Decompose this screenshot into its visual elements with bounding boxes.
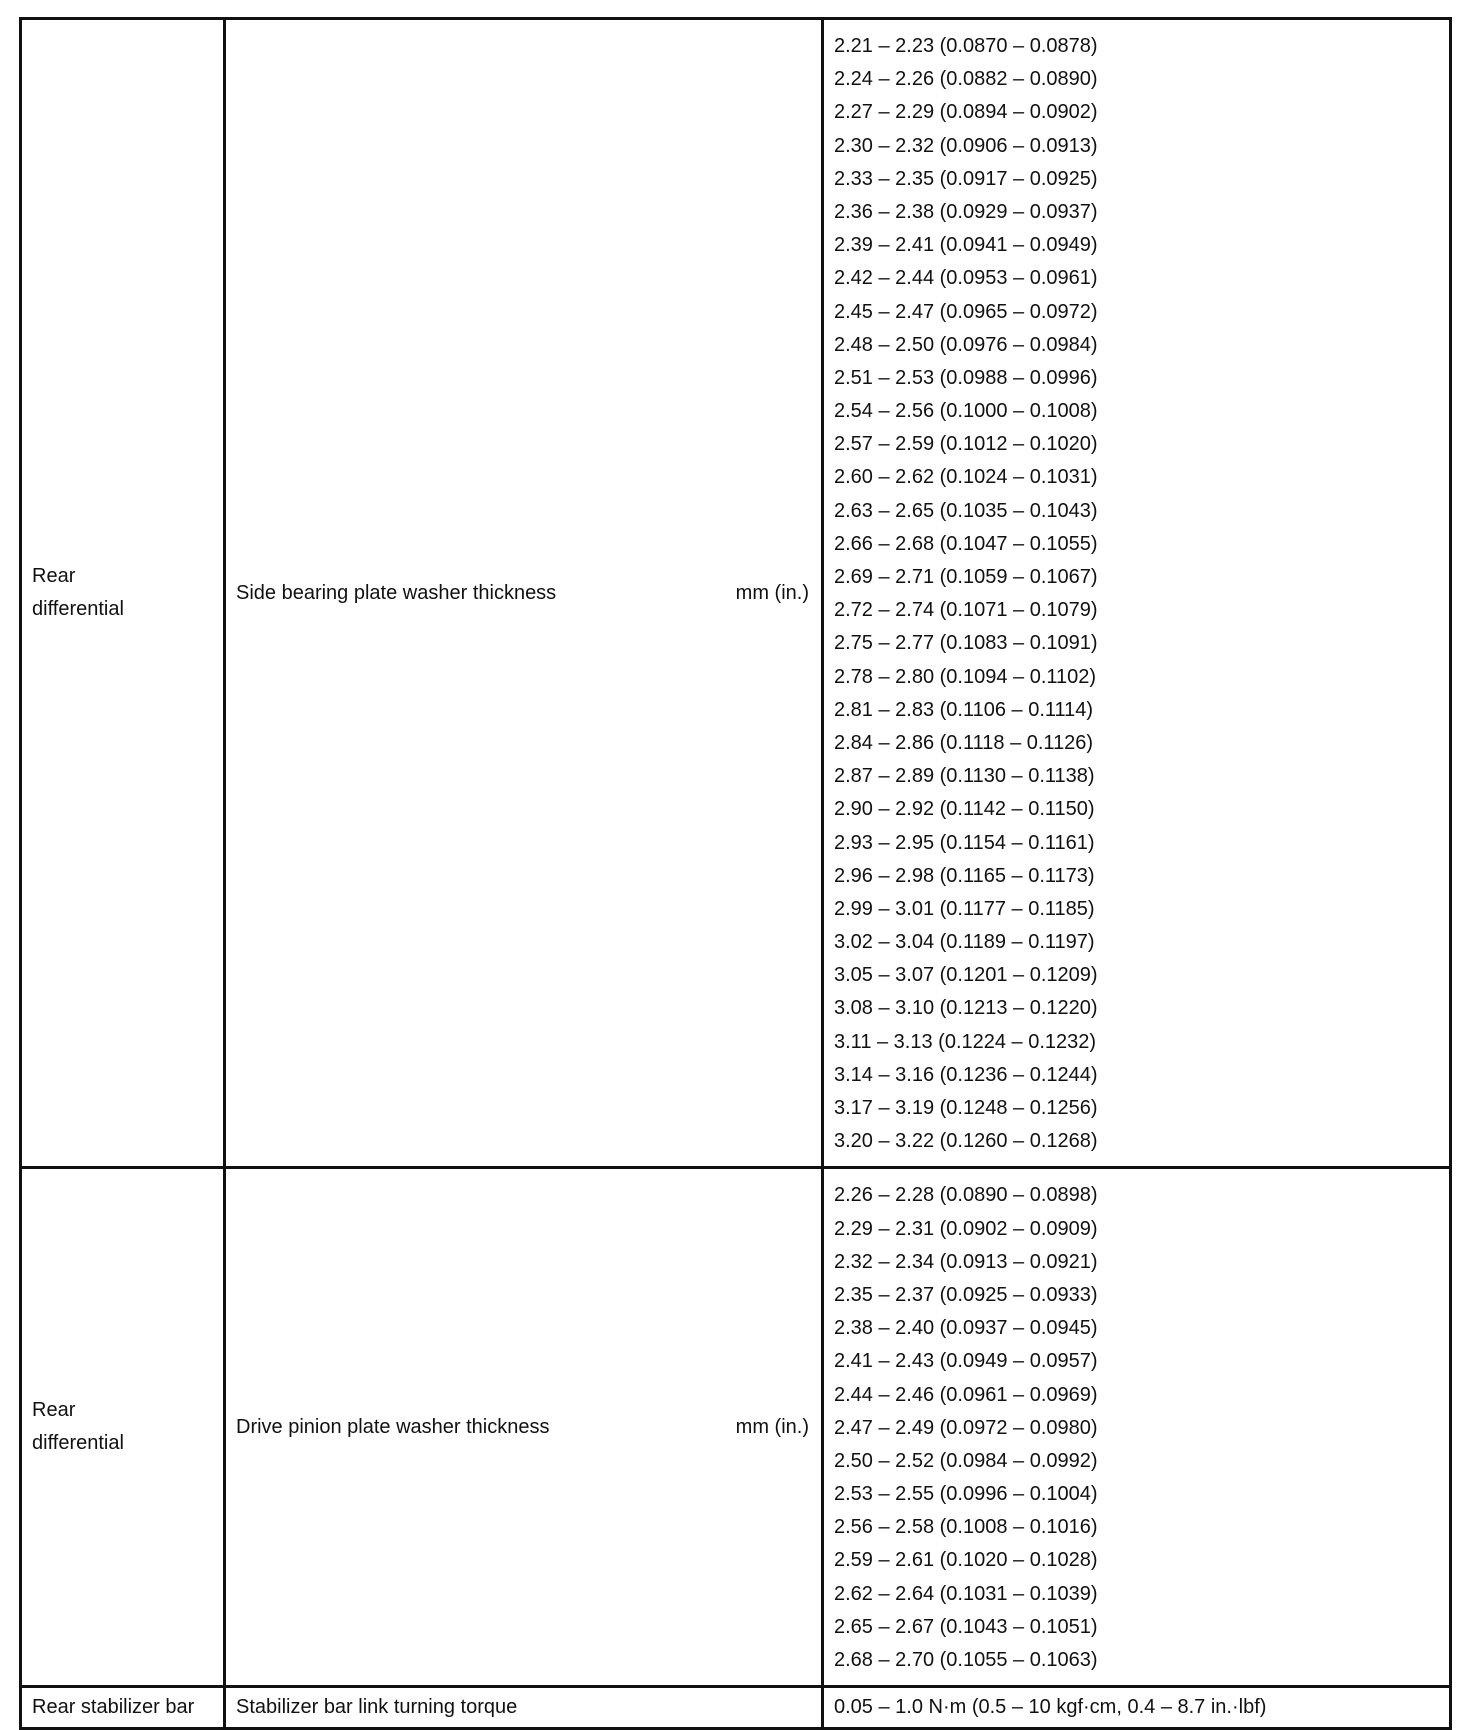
value-line: 2.59 – 2.61 (0.1020 – 0.1028): [834, 1549, 1098, 1572]
value-line: 2.78 – 2.80 (0.1094 – 0.1102): [834, 665, 1097, 688]
value-line: 2.27 – 2.29 (0.0894 – 0.0902): [834, 101, 1098, 124]
value-line: 2.33 – 2.35 (0.0917 – 0.0925): [834, 167, 1098, 190]
value-line: 2.51 – 2.53 (0.0988 – 0.0996): [834, 366, 1098, 389]
value-line: 2.41 – 2.43 (0.0949 – 0.0957): [834, 1350, 1098, 1373]
value-line: 2.35 – 2.37 (0.0925 – 0.0933): [834, 1283, 1098, 1306]
value-cell: [823, 1168, 1451, 1687]
value-line: 2.47 – 2.49 (0.0972 – 0.0980): [834, 1416, 1098, 1439]
component-label: Rear stabilizer bar: [32, 1696, 195, 1719]
item-label: Side bearing plate washer thickness: [236, 581, 557, 604]
value-line: 2.56 – 2.58 (0.1008 – 0.1016): [834, 1516, 1098, 1539]
value-line: 2.29 – 2.31 (0.0902 – 0.0909): [834, 1217, 1098, 1240]
value-line: 2.50 – 2.52 (0.0984 – 0.0992): [834, 1449, 1098, 1472]
component-cell: [21, 1687, 225, 1729]
value-line: 2.84 – 2.86 (0.1118 – 0.1126): [834, 731, 1094, 754]
component-line-2: differential: [32, 1432, 124, 1455]
item-label: Drive pinion plate washer thickness: [236, 1415, 550, 1438]
value-line: 2.48 – 2.50 (0.0976 – 0.0984): [834, 333, 1098, 356]
item-cell: [225, 1687, 823, 1729]
value-line: 2.72 – 2.74 (0.1071 – 0.1079): [834, 599, 1098, 622]
item-label: Stabilizer bar link turning torque: [236, 1696, 518, 1719]
value-line: 2.75 – 2.77 (0.1083 – 0.1091): [834, 632, 1098, 655]
component-label: [32, 1394, 223, 1460]
component-cell: [21, 1168, 225, 1687]
spec-table: [19, 17, 1452, 1730]
value-cell: [823, 1687, 1451, 1729]
value-line: 2.57 – 2.59 (0.1012 – 0.1020): [834, 433, 1098, 456]
value-line: 3.14 – 3.16 (0.1236 – 0.1244): [834, 1063, 1098, 1086]
component-label: [32, 560, 223, 626]
value-line: 2.53 – 2.55 (0.0996 – 0.1004): [834, 1483, 1098, 1506]
value-line: 2.30 – 2.32 (0.0906 – 0.0913): [834, 134, 1098, 157]
value-line: 2.45 – 2.47 (0.0965 – 0.0972): [834, 300, 1098, 323]
value-line: 3.05 – 3.07 (0.1201 – 0.1209): [834, 964, 1098, 987]
value-line: 2.38 – 2.40 (0.0937 – 0.0945): [834, 1317, 1098, 1340]
value-line: 2.42 – 2.44 (0.0953 – 0.0961): [834, 267, 1098, 290]
value-line: 2.21 – 2.23 (0.0870 – 0.0878): [834, 35, 1098, 57]
value-line: 2.39 – 2.41 (0.0941 – 0.0949): [834, 234, 1098, 257]
item-cell: [225, 19, 823, 1168]
value-line: 2.54 – 2.56 (0.1000 – 0.1008): [834, 400, 1098, 423]
value-line: 3.20 – 3.22 (0.1260 – 0.1268): [834, 1130, 1098, 1153]
table-row: [21, 1168, 1451, 1687]
value-line: 2.44 – 2.46 (0.0961 – 0.0969): [834, 1383, 1098, 1406]
table-row: [21, 1687, 1451, 1729]
component-cell: [21, 19, 225, 1168]
item-cell: [225, 1168, 823, 1687]
value-line: 2.62 – 2.64 (0.1031 – 0.1039): [834, 1582, 1098, 1605]
component-line-2: differential: [32, 598, 124, 621]
value-line: 2.24 – 2.26 (0.0882 – 0.0890): [834, 68, 1098, 91]
value-line: 3.11 – 3.13 (0.1224 – 0.1232): [834, 1030, 1097, 1053]
value-line: 2.87 – 2.89 (0.1130 – 0.1138): [834, 765, 1095, 788]
value-line: 2.90 – 2.92 (0.1142 – 0.1150): [834, 798, 1095, 821]
value-line: 2.99 – 3.01 (0.1177 – 0.1185): [834, 897, 1095, 920]
value-line: 2.32 – 2.34 (0.0913 – 0.0921): [834, 1250, 1098, 1273]
value-line: 2.36 – 2.38 (0.0929 – 0.0937): [834, 200, 1098, 223]
value-line: 2.60 – 2.62 (0.1024 – 0.1031): [834, 466, 1098, 489]
unit-label: mm (in.): [735, 581, 809, 604]
value-line: 2.93 – 2.95 (0.1154 – 0.1161): [834, 831, 1095, 854]
value-line: 2.65 – 2.67 (0.1043 – 0.1051): [834, 1615, 1098, 1638]
value-line: 3.08 – 3.10 (0.1213 – 0.1220): [834, 997, 1098, 1020]
component-line-1: Rear: [32, 1399, 76, 1422]
value-line: 3.02 – 3.04 (0.1189 – 0.1197): [834, 931, 1095, 954]
value-line: 3.17 – 3.19 (0.1248 – 0.1256): [834, 1097, 1098, 1119]
value-cell: [823, 19, 1451, 1168]
value-line: 2.66 – 2.68 (0.1047 – 0.1055): [834, 532, 1098, 555]
value-line: 0.05 – 1.0 N·m (0.5 – 10 kgf·cm, 0.4 – 8.7 in.·lbf): [834, 1696, 1267, 1719]
value-line: 2.69 – 2.71 (0.1059 – 0.1067): [834, 566, 1098, 588]
component-line-1: Rear: [32, 565, 76, 588]
value-line: 2.68 – 2.70 (0.1055 – 0.1063): [834, 1649, 1098, 1671]
table-row: [21, 19, 1451, 1168]
value-line: 2.26 – 2.28 (0.0890 – 0.0898): [834, 1184, 1098, 1207]
value-line: 2.63 – 2.65 (0.1035 – 0.1043): [834, 499, 1098, 522]
value-line: 2.96 – 2.98 (0.1165 – 0.1173): [834, 864, 1095, 887]
unit-label: mm (in.): [735, 1415, 809, 1438]
value-line: 2.81 – 2.83 (0.1106 – 0.1114): [834, 698, 1094, 721]
